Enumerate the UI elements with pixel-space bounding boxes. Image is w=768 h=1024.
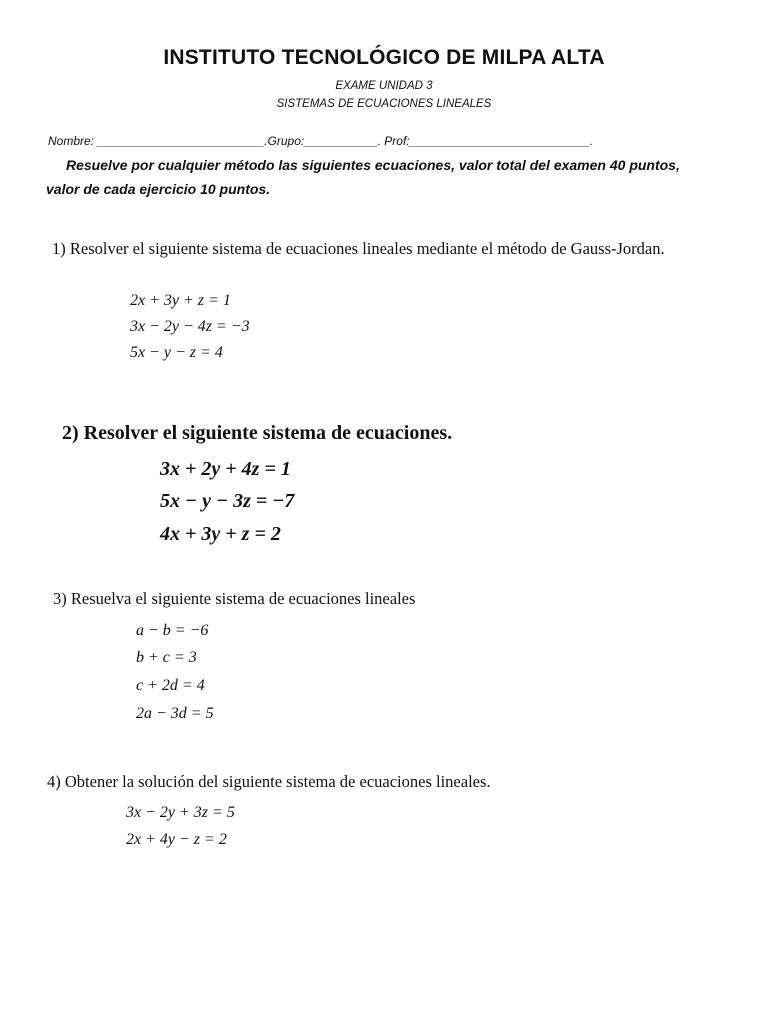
problem-2-equation-3: 4x + 3y + z = 2 [160, 523, 281, 545]
institute-title: INSTITUTO TECNOLÓGICO DE MILPA ALTA [163, 46, 605, 69]
exam-instructions: Resuelve por cualquier método las siguientes ecuaciones, valor total del examen 40 puntos, valor de cada ejercicio 10 puntos. [46, 157, 680, 197]
problem-4-prompt: 4) Obtener la solución del siguiente sistema de ecuaciones lineales. [47, 772, 491, 791]
problem-2-equation-2: 5x − y − 3z = −7 [160, 490, 295, 512]
problem-3-equation-4: 2a − 3d = 5 [136, 705, 214, 722]
problem-3-equation-3: c + 2d = 4 [136, 677, 205, 694]
problem-2-prompt: 2) Resolver el siguiente sistema de ecuaciones. [62, 422, 453, 444]
student-fields-line: Nombre: _________________________.Grupo:___________. Prof:___________________________. [48, 134, 594, 148]
problem-1-equation-1: 2x + 3y + z = 1 [130, 292, 231, 309]
problem-1-prompt: 1) Resolver el siguiente sistema de ecuaciones lineales mediante el método de Gauss-Jordan. [52, 239, 665, 258]
problem-3-equation-2: b + c = 3 [136, 649, 197, 666]
exam-subject: SISTEMAS DE ECUACIONES LINEALES [276, 98, 492, 110]
problem-3-prompt: 3) Resuelva el siguiente sistema de ecuaciones lineales [53, 589, 416, 608]
problem-1-equation-2: 3x − 2y − 4z = −3 [130, 318, 250, 335]
problem-1-equation-3: 5x − y − z = 4 [130, 344, 223, 361]
problem-4-equation-2: 2x + 4y − z = 2 [126, 831, 227, 848]
exam-name: EXAME UNIDAD 3 [335, 80, 433, 92]
problem-2-equation-1: 3x + 2y + 4z = 1 [160, 458, 291, 480]
problem-3-equation-1: a − b = −6 [136, 622, 209, 639]
problem-4-equation-1: 3x − 2y + 3z = 5 [126, 804, 235, 821]
